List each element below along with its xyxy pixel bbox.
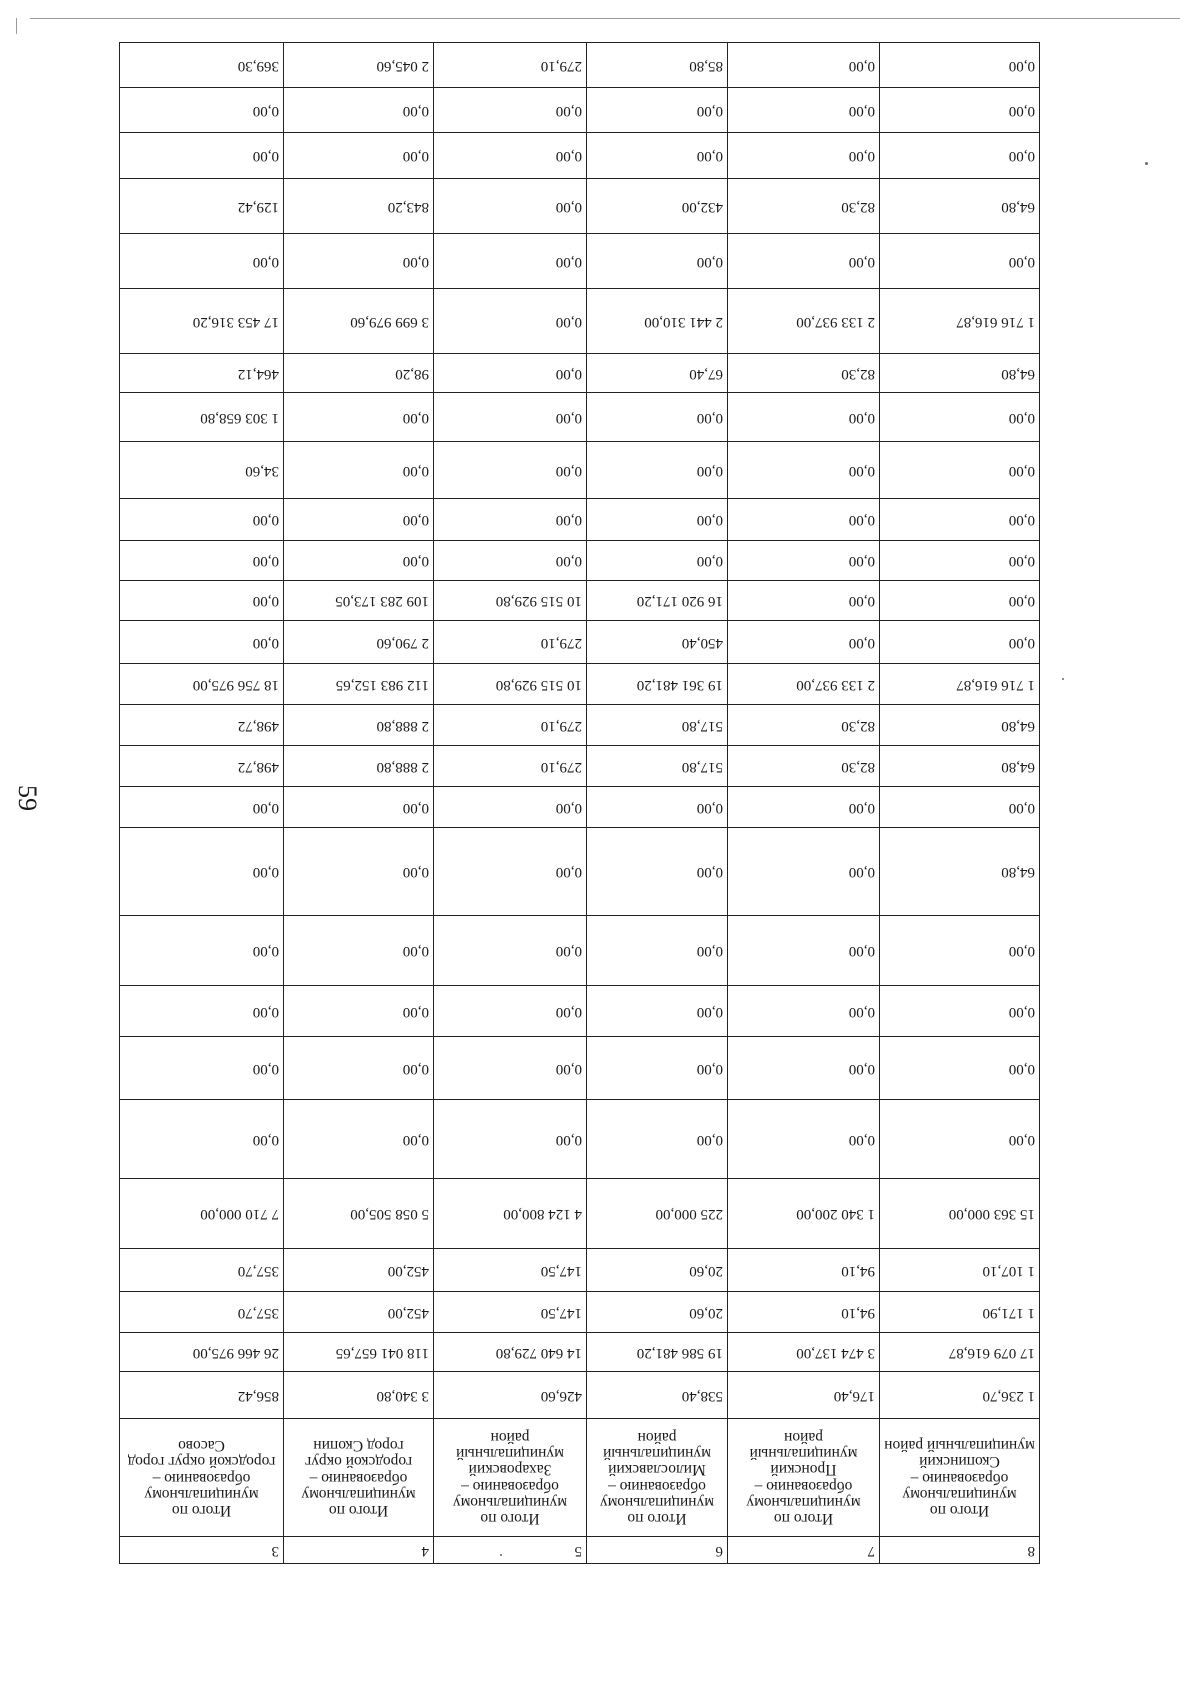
table-row — [120, 1249, 1040, 1292]
table-row — [120, 581, 1040, 621]
value-cell: 279,10 — [434, 43, 587, 88]
value-cell: 0,00 — [880, 133, 1040, 179]
value-cell: 0,00 — [587, 234, 728, 289]
row-name-cell: Итого по муниципальному образованию – городской округ город Скопин — [284, 1419, 434, 1537]
value-cell: 0,00 — [434, 916, 587, 986]
value-cell: 20,60 — [587, 1292, 728, 1333]
value-cell: 129,42 — [120, 179, 284, 234]
value-cell: 16 920 171,20 — [587, 581, 728, 621]
row-name-cell: Итого по муниципальному образованию – Милославский муниципальный район — [587, 1419, 728, 1537]
row-number-cell: 6 — [587, 1537, 728, 1564]
value-cell: 0,00 — [880, 43, 1040, 88]
value-cell: 432,00 — [587, 179, 728, 234]
value-cell: 0,00 — [587, 133, 728, 179]
value-cell: 64,80 — [880, 354, 1040, 393]
value-cell: 64,80 — [880, 828, 1040, 916]
data-table — [119, 42, 1040, 1564]
value-cell: 0,00 — [120, 916, 284, 986]
value-cell: 82,30 — [728, 746, 880, 787]
value-cell: 0,00 — [587, 499, 728, 541]
value-cell: 0,00 — [284, 787, 434, 828]
value-cell: 357,70 — [120, 1292, 284, 1333]
value-cell: 2 888,80 — [284, 746, 434, 787]
value-cell: 0,00 — [728, 828, 880, 916]
table-row — [120, 354, 1040, 393]
value-cell: 64,80 — [880, 179, 1040, 234]
value-cell: 0,00 — [880, 1100, 1040, 1179]
value-cell: 0,00 — [880, 986, 1040, 1037]
value-cell: 10 515 929,80 — [434, 581, 587, 621]
value-cell: 2 888,80 — [284, 705, 434, 746]
value-cell: 0,00 — [587, 986, 728, 1037]
value-cell: 17 453 316,20 — [120, 289, 284, 354]
table-row — [120, 442, 1040, 499]
table-row-number-header — [120, 1537, 1040, 1564]
value-cell: 0,00 — [728, 393, 880, 442]
value-cell: 0,00 — [587, 1100, 728, 1179]
value-cell: 1 171,90 — [880, 1292, 1040, 1333]
value-cell: 82,30 — [728, 179, 880, 234]
value-cell: 0,00 — [880, 581, 1040, 621]
value-cell: 538,40 — [587, 1372, 728, 1419]
value-cell: 0,00 — [434, 354, 587, 393]
value-cell: 279,10 — [434, 746, 587, 787]
value-cell: 0,00 — [284, 541, 434, 581]
value-cell: 3 340,80 — [284, 1372, 434, 1419]
value-cell: 1 303 658,80 — [120, 393, 284, 442]
value-cell: 279,10 — [434, 705, 587, 746]
value-cell: 0,00 — [434, 442, 587, 499]
value-cell: 0,00 — [880, 88, 1040, 133]
table-row — [120, 787, 1040, 828]
value-cell: 279,10 — [434, 621, 587, 664]
row-name-cell: Итого по муниципальному образованию – городской округ город Сасово — [120, 1419, 284, 1537]
value-cell: 0,00 — [284, 986, 434, 1037]
value-cell: 0,00 — [120, 133, 284, 179]
row-number-cell: 5 — [434, 1537, 587, 1564]
value-cell: 15 363 000,00 — [880, 1179, 1040, 1249]
value-cell: 0,00 — [728, 1100, 880, 1179]
value-cell: 0,00 — [120, 986, 284, 1037]
value-cell: 0,00 — [587, 828, 728, 916]
value-cell: 0,00 — [434, 541, 587, 581]
value-cell: 0,00 — [728, 234, 880, 289]
value-cell: 98,20 — [284, 354, 434, 393]
value-cell: 0,00 — [120, 621, 284, 664]
value-cell: 0,00 — [434, 986, 587, 1037]
value-cell: 517,80 — [587, 705, 728, 746]
value-cell: 0,00 — [120, 581, 284, 621]
value-cell: 0,00 — [880, 234, 1040, 289]
value-cell: 94,10 — [728, 1292, 880, 1333]
value-cell: 0,00 — [587, 916, 728, 986]
value-cell: 0,00 — [587, 1037, 728, 1100]
value-cell: 0,00 — [120, 234, 284, 289]
value-cell: 3 474 137,00 — [728, 1333, 880, 1372]
value-cell: 0,00 — [284, 234, 434, 289]
row-name-cell: Итого по муниципальному образованию – Скопинский муниципальный район — [880, 1419, 1040, 1537]
value-cell: 357,70 — [120, 1249, 284, 1292]
value-cell: 0,00 — [284, 442, 434, 499]
value-cell: 0,00 — [284, 133, 434, 179]
value-cell: 0,00 — [120, 499, 284, 541]
value-cell: 82,30 — [728, 354, 880, 393]
row-name-cell: Итого по муниципальному образованию – Захаровский муниципальный район — [434, 1419, 587, 1537]
row-name-cell: Итого по муниципальному образованию – Пронский муниципальный район — [728, 1419, 880, 1537]
value-cell: 82,30 — [728, 705, 880, 746]
page-number: 59 — [13, 785, 42, 811]
value-cell: 1 716 616,87 — [880, 289, 1040, 354]
value-cell: 1 340 200,00 — [728, 1179, 880, 1249]
value-cell: 34,60 — [120, 442, 284, 499]
value-cell: 147,50 — [434, 1249, 587, 1292]
value-cell: 856,42 — [120, 1372, 284, 1419]
value-cell: 0,00 — [880, 442, 1040, 499]
value-cell: 3 699 979,60 — [284, 289, 434, 354]
row-number-cell: 4 — [284, 1537, 434, 1564]
table-row — [120, 705, 1040, 746]
value-cell: 0,00 — [434, 1037, 587, 1100]
value-cell: 2 133 937,00 — [728, 289, 880, 354]
value-cell: 0,00 — [880, 787, 1040, 828]
value-cell: 0,00 — [434, 133, 587, 179]
value-cell: 0,00 — [434, 234, 587, 289]
value-cell: 0,00 — [880, 1037, 1040, 1100]
table-row — [120, 1292, 1040, 1333]
value-cell: 0,00 — [728, 986, 880, 1037]
value-cell: 0,00 — [880, 499, 1040, 541]
value-cell: 109 283 173,05 — [284, 581, 434, 621]
value-cell: 0,00 — [728, 581, 880, 621]
value-cell: 0,00 — [728, 1037, 880, 1100]
value-cell: 118 041 657,65 — [284, 1333, 434, 1372]
value-cell: 0,00 — [728, 621, 880, 664]
row-number-cell: 8 — [880, 1537, 1040, 1564]
value-cell: 1 236,70 — [880, 1372, 1040, 1419]
value-cell: 225 000,00 — [587, 1179, 728, 1249]
value-cell: 464,12 — [120, 354, 284, 393]
table-row — [120, 916, 1040, 986]
value-cell: 0,00 — [880, 916, 1040, 986]
value-cell: 0,00 — [434, 289, 587, 354]
value-cell: 0,00 — [284, 828, 434, 916]
table-row — [120, 1333, 1040, 1372]
value-cell: 843,20 — [284, 179, 434, 234]
value-cell: 85,80 — [587, 43, 728, 88]
row-number-cell: 3 — [120, 1537, 284, 1564]
value-cell: 0,00 — [587, 88, 728, 133]
row-number-cell: 7 — [728, 1537, 880, 1564]
table-row — [120, 541, 1040, 581]
value-cell: 14 640 729,80 — [434, 1333, 587, 1372]
value-cell: 0,00 — [880, 541, 1040, 581]
table-row — [120, 133, 1040, 179]
value-cell: 0,00 — [284, 916, 434, 986]
value-cell: 0,00 — [120, 787, 284, 828]
value-cell: 1 716 616,87 — [880, 664, 1040, 705]
value-cell: 0,00 — [587, 393, 728, 442]
value-cell: 452,00 — [284, 1292, 434, 1333]
value-cell: 10 515 929,80 — [434, 664, 587, 705]
value-cell: 0,00 — [880, 393, 1040, 442]
value-cell: 0,00 — [587, 541, 728, 581]
value-cell: 498,72 — [120, 746, 284, 787]
table-row — [120, 234, 1040, 289]
value-cell: 0,00 — [434, 787, 587, 828]
value-cell: 0,00 — [728, 916, 880, 986]
value-cell: 0,00 — [120, 541, 284, 581]
table-row — [120, 289, 1040, 354]
value-cell: 0,00 — [120, 1100, 284, 1179]
value-cell: 0,00 — [587, 787, 728, 828]
value-cell: 64,80 — [880, 705, 1040, 746]
table-row — [120, 88, 1040, 133]
value-cell: 517,80 — [587, 746, 728, 787]
table-row — [120, 664, 1040, 705]
value-cell: 369,30 — [120, 43, 284, 88]
value-cell: 452,00 — [284, 1249, 434, 1292]
value-cell: 19 361 481,20 — [587, 664, 728, 705]
table-row — [120, 1100, 1040, 1179]
value-cell: 0,00 — [434, 499, 587, 541]
value-cell: 0,00 — [120, 828, 284, 916]
table-row — [120, 986, 1040, 1037]
value-cell: 1 107,10 — [880, 1249, 1040, 1292]
value-cell: 0,00 — [880, 621, 1040, 664]
value-cell: 2 790,60 — [284, 621, 434, 664]
value-cell: 19 586 481,20 — [587, 1333, 728, 1372]
value-cell: 67,40 — [587, 354, 728, 393]
value-cell: 94,10 — [728, 1249, 880, 1292]
value-cell: 0,00 — [587, 442, 728, 499]
value-cell: 0,00 — [284, 1037, 434, 1100]
value-cell: 0,00 — [434, 88, 587, 133]
value-cell: 112 983 152,65 — [284, 664, 434, 705]
value-cell: 0,00 — [284, 1100, 434, 1179]
value-cell: 0,00 — [434, 1100, 587, 1179]
value-cell: 0,00 — [284, 88, 434, 133]
value-cell: 0,00 — [728, 88, 880, 133]
value-cell: 0,00 — [434, 179, 587, 234]
value-cell: 426,60 — [434, 1372, 587, 1419]
value-cell: 0,00 — [434, 828, 587, 916]
table-row — [120, 1372, 1040, 1419]
value-cell: 0,00 — [728, 442, 880, 499]
value-cell: 0,00 — [728, 541, 880, 581]
table-row — [120, 43, 1040, 88]
value-cell: 2 045,60 — [284, 43, 434, 88]
table-row — [120, 499, 1040, 541]
table-row — [120, 621, 1040, 664]
table-row — [120, 393, 1040, 442]
table-row — [120, 1179, 1040, 1249]
value-cell: 20,60 — [587, 1249, 728, 1292]
table-row — [120, 746, 1040, 787]
value-cell: 0,00 — [728, 787, 880, 828]
value-cell: 5 058 505,00 — [284, 1179, 434, 1249]
value-cell: 7 710 000,00 — [120, 1179, 284, 1249]
value-cell: 18 756 975,00 — [120, 664, 284, 705]
value-cell: 2 441 310,00 — [587, 289, 728, 354]
table-row — [120, 828, 1040, 916]
table-row-names — [120, 1419, 1040, 1537]
value-cell: 0,00 — [120, 1037, 284, 1100]
value-cell: 498,72 — [120, 705, 284, 746]
value-cell: 4 124 800,00 — [434, 1179, 587, 1249]
value-cell: 0,00 — [728, 43, 880, 88]
value-cell: 64,80 — [880, 746, 1040, 787]
table-row — [120, 179, 1040, 234]
value-cell: 0,00 — [284, 393, 434, 442]
value-cell: 2 133 937,00 — [728, 664, 880, 705]
value-cell: 26 466 975,00 — [120, 1333, 284, 1372]
value-cell: 0,00 — [728, 499, 880, 541]
value-cell: 0,00 — [434, 393, 587, 442]
table-row — [120, 1037, 1040, 1100]
value-cell: 0,00 — [728, 133, 880, 179]
value-cell: 147,50 — [434, 1292, 587, 1333]
value-cell: 450,40 — [587, 621, 728, 664]
value-cell: 17 079 616,87 — [880, 1333, 1040, 1372]
value-cell: 0,00 — [120, 88, 284, 133]
value-cell: 176,40 — [728, 1372, 880, 1419]
value-cell: 0,00 — [284, 499, 434, 541]
